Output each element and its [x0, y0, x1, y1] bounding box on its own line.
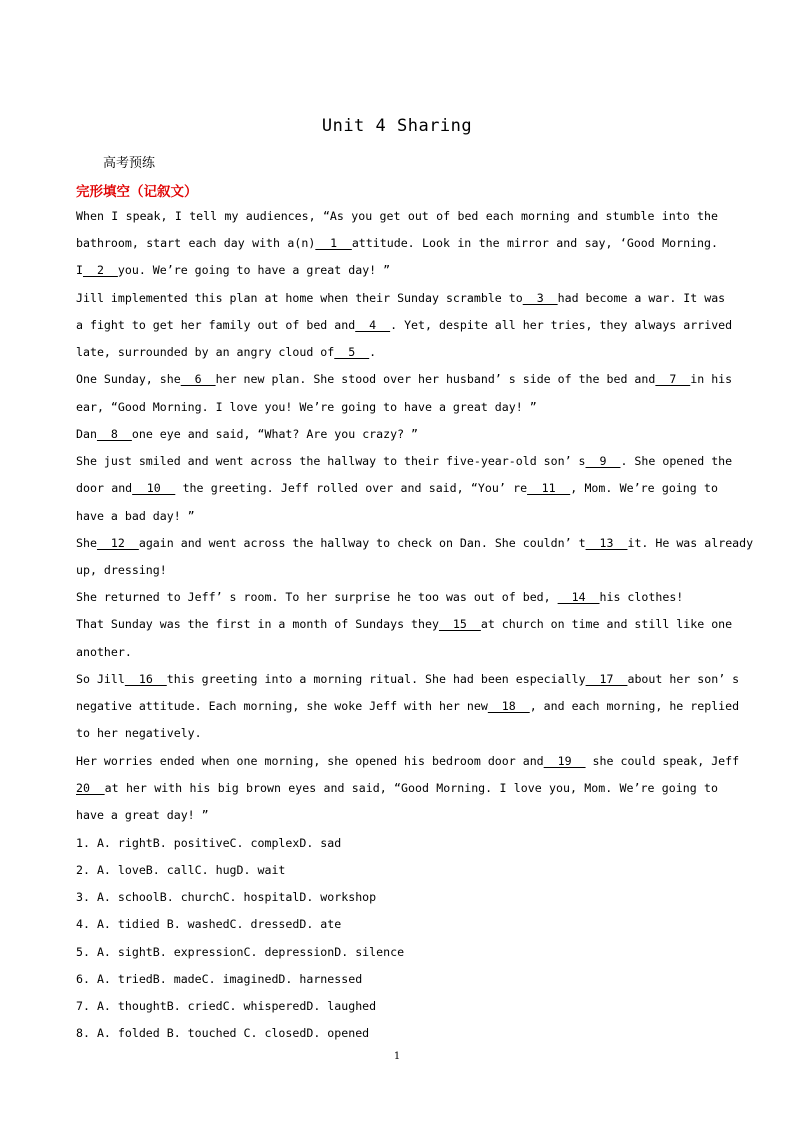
blank-number: 4: [355, 318, 391, 332]
passage-line: [76, 725, 718, 741]
passage-text: Her worries ended when one morning, she opened his bedroom door and: [76, 754, 544, 768]
passage-line: [76, 535, 754, 551]
passage-text: a fight to get her family out of bed and: [76, 318, 356, 332]
passage-line: [76, 344, 718, 360]
passage-text: another.: [76, 645, 132, 659]
passage-text: She returned to Jeff’ s room. To her surprise he too was out of bed,: [76, 590, 558, 604]
option-line: 6. A. triedB. madeC. imaginedD. harnessed: [76, 972, 363, 986]
passage-text: attitude. Look in the mirror and say, ‘Good Morning.: [351, 236, 718, 250]
passage-text: That Sunday was the first in a month of Sundays they: [76, 617, 439, 631]
blank-number: 17: [585, 672, 628, 686]
passage-line: [76, 371, 733, 387]
passage-line: [76, 671, 740, 687]
passage-line: [76, 480, 718, 496]
passage-text: at her with his big brown eyes and said, “Good Morning. I love you, Mom. We’re going to: [104, 781, 718, 795]
blank-number: 8: [96, 427, 132, 441]
passage-text: She just smiled and went across the hallway to their five-year-old son’ s: [76, 454, 586, 468]
passage-line: [76, 780, 718, 796]
passage-text: Jill implemented this plan at home when their Sunday scramble to: [76, 291, 523, 305]
passage-line: [76, 290, 726, 306]
passage-text: ear, “Good Morning. I love you! We’re going to have a great day! ”: [76, 400, 537, 414]
passage-text: .: [369, 345, 377, 359]
option-line: 8. A. folded B. touched C. closedD. opened: [76, 1026, 370, 1040]
passage-text: one eye and said, “What? Are you crazy? ”: [131, 427, 419, 441]
passage-line: [76, 753, 740, 769]
passage-text: late, surrounded by an angry cloud of: [76, 345, 335, 359]
passage-text: this greeting into a morning ritual. She had been especially: [166, 672, 586, 686]
passage-text: Dan: [76, 427, 97, 441]
blank-number: 10: [132, 481, 176, 495]
passage-text: door and: [76, 481, 133, 495]
passage-text: . She opened the: [620, 454, 733, 468]
passage-line: [76, 589, 718, 605]
option-line: 5. A. sightB. expressionC. depressionD. silence: [76, 945, 405, 959]
passage-line: [76, 317, 733, 333]
passage-text: you. We’re going to have a great day! ”: [117, 263, 391, 277]
blank-number: 14: [557, 590, 600, 604]
passage-text: have a great day! ”: [76, 808, 209, 822]
blank-number: 16: [124, 672, 167, 686]
option-line: 3. A. schoolB. churchC. hospitalD. workshop: [76, 890, 377, 904]
blank-number: 20: [76, 781, 105, 795]
passage-text: it. He was already: [627, 536, 754, 550]
option-line: 7. A. thoughtB. criedC. whisperedD. laughed: [76, 999, 377, 1013]
blank-number: 9: [585, 454, 621, 468]
passage-text: again and went across the hallway to check on Dan. She couldn’ t: [138, 536, 586, 550]
blank-number: 13: [585, 536, 628, 550]
passage-text: had become a war. It was: [557, 291, 726, 305]
blank-number: 6: [180, 372, 216, 386]
section-heading: 完形填空（记叙文）: [76, 184, 198, 200]
passage-text: his clothes!: [599, 590, 684, 604]
passage-text: the greeting. Jeff rolled over and said, “You’ re: [175, 481, 528, 495]
passage-text: She: [76, 536, 97, 550]
blank-number: 3: [522, 291, 558, 305]
passage-text: she could speak, Jeff: [585, 754, 740, 768]
option-line: 4. A. tidied B. washedC. dressedD. ate: [76, 917, 342, 931]
blank-number: 18: [487, 699, 530, 713]
passage-line: [76, 616, 733, 632]
subheading: 高考预练: [103, 156, 156, 171]
passage-text: have a bad day! ”: [76, 509, 195, 523]
passage-text: in his: [690, 372, 733, 386]
passage-line: [76, 807, 718, 823]
passage-text: at church on time and still like one: [480, 617, 733, 631]
blank-number: 12: [96, 536, 139, 550]
passage-text: about her son’ s: [627, 672, 740, 686]
passage-line: [76, 453, 733, 469]
passage-text: , Mom. We’re going to: [570, 481, 718, 495]
blank-number: 11: [527, 481, 571, 495]
passage-line: [76, 262, 718, 278]
passage-text: up, dressing!: [76, 563, 167, 577]
passage-line: [76, 562, 718, 578]
passage-line: [76, 235, 718, 251]
blank-number: 1: [315, 236, 352, 250]
passage-line: [76, 698, 740, 714]
passage-text: So Jill: [76, 672, 125, 686]
passage-text: bathroom, start each day with a(n): [76, 236, 316, 250]
passage-line: [76, 208, 718, 224]
blank-number: 19: [543, 754, 586, 768]
passage-line: [76, 508, 718, 524]
passage-text: . Yet, despite all her tries, they always arrived: [390, 318, 733, 332]
option-line: 2. A. loveB. callC. hugD. wait: [76, 863, 286, 877]
page-number: 1: [393, 1051, 401, 1062]
passage-text: One Sunday, she: [76, 372, 181, 386]
blank-number: 2: [82, 263, 118, 277]
passage-line: [76, 426, 718, 442]
passage-text: When I speak, I tell my audiences, “As you get out of bed each morning and stumble into the: [76, 209, 718, 223]
option-line: 1. A. rightB. positiveC. complexD. sad: [76, 836, 342, 850]
page-title: Unit 4 Sharing: [321, 116, 473, 136]
passage-line: [76, 644, 718, 660]
blank-number: 15: [438, 617, 481, 631]
passage-line: [76, 399, 718, 415]
passage-text: negative attitude. Each morning, she woke Jeff with her new: [76, 699, 488, 713]
blank-number: 5: [334, 345, 370, 359]
passage-text: her new plan. She stood over her husband’ s side of the bed and: [215, 372, 656, 386]
passage-text: I: [76, 263, 83, 277]
blank-number: 7: [655, 372, 691, 386]
passage-text: to her negatively.: [76, 726, 202, 740]
passage-text: , and each morning, he replied: [529, 699, 740, 713]
